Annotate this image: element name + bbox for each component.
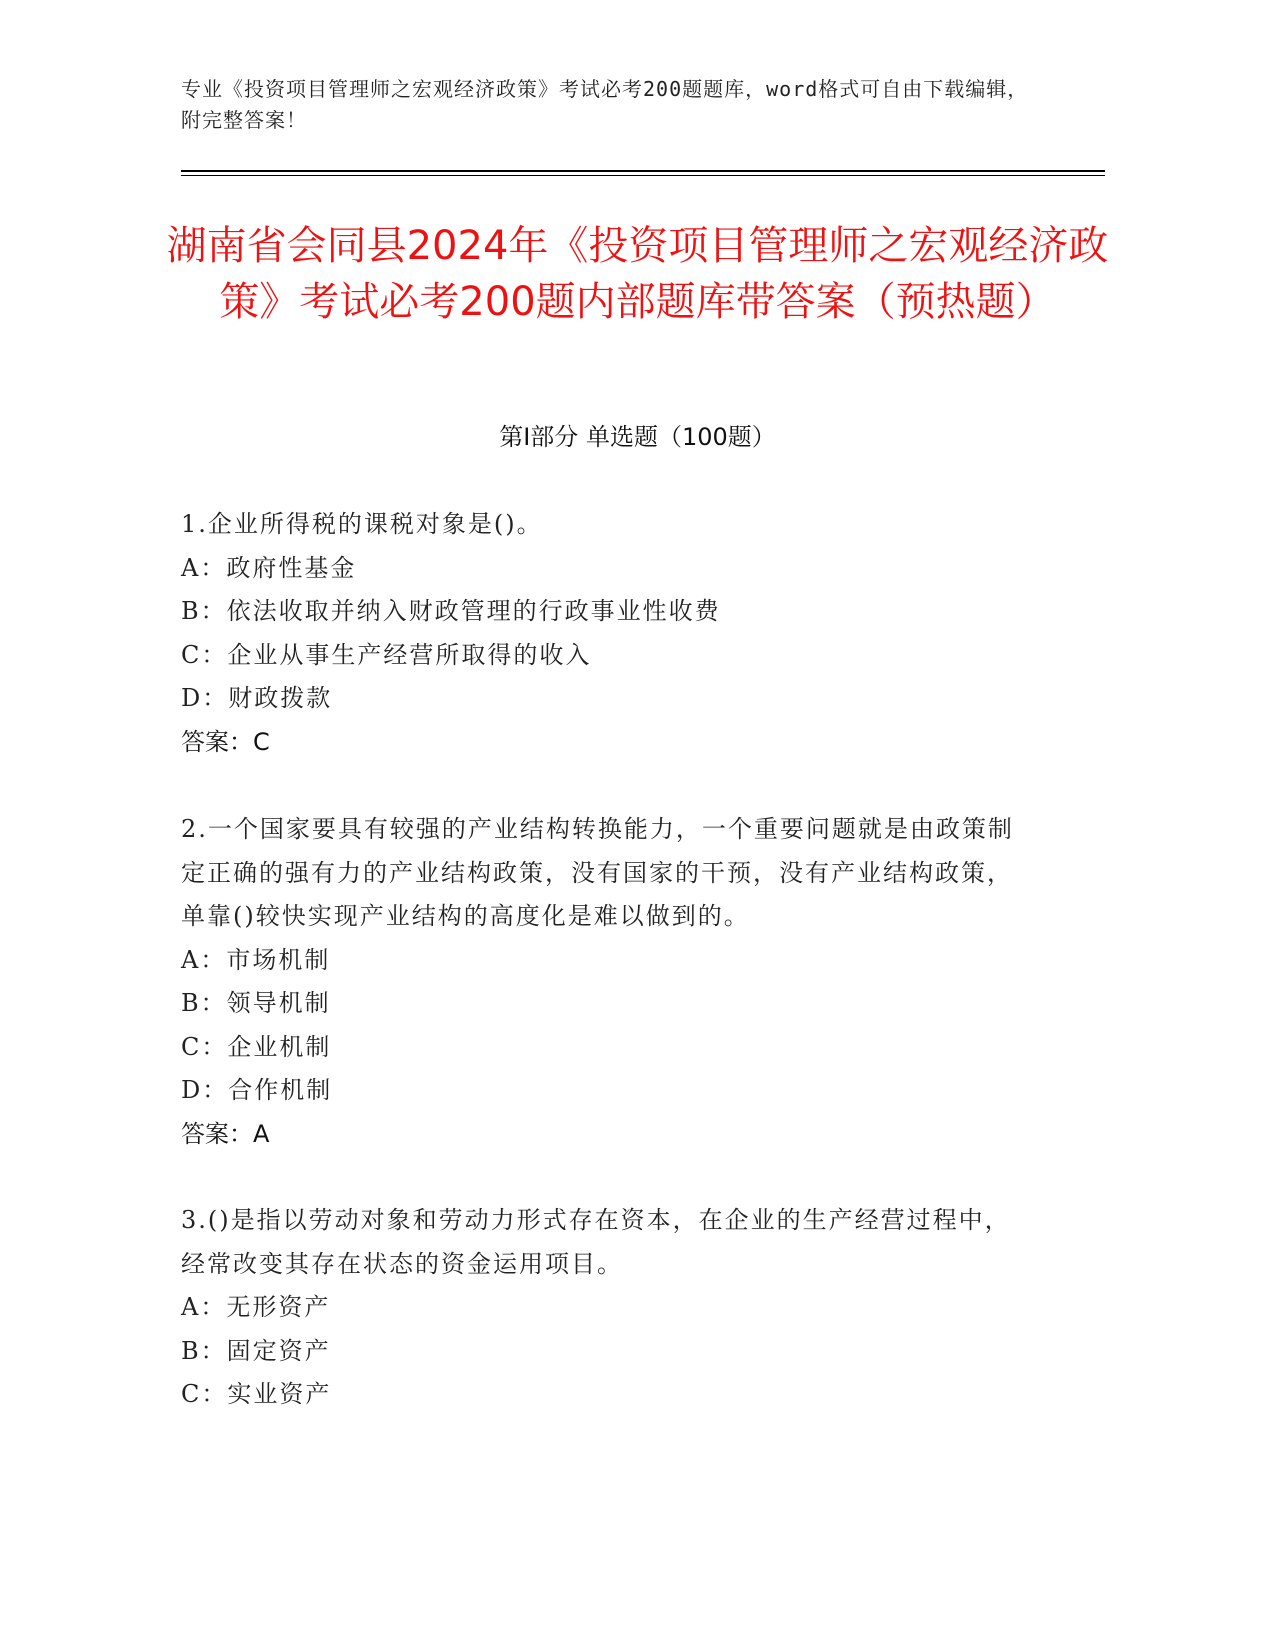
option-d: D：财政拨款 [181, 684, 333, 712]
header-note: 专业《投资项目管理师之宏观经济政策》考试必考200题题库，word格式可自由下载编辑，附完整答案！ [181, 77, 1029, 132]
question-2 [181, 808, 1031, 1156]
header-rule-thin [181, 175, 1105, 176]
question-stem: 2.一个国家要具有较强的产业结构转换能力，一个重要问题就是由政策制定正确的强有力的产业结构政策，没有国家的干预，没有产业结构政策，单靠()较快实现产业结构的高度化是难以做到的。 [181, 815, 1014, 930]
option-a: A：无形资产 [181, 1293, 331, 1321]
question-3 [181, 1199, 1031, 1417]
question-1 [181, 503, 1031, 764]
option-a: A：市场机制 [181, 945, 331, 974]
question-stem: 3.()是指以劳动对象和劳动力形式存在资本，在企业的生产经营过程中，经常改变其存在状态的资金运用项目。 [181, 1206, 1011, 1278]
question-stem: 1.企业所得税的课税对象是()。 [181, 510, 543, 538]
section-title: 第I部分 单选题（100题） [499, 423, 776, 451]
option-c: C：实业资产 [181, 1380, 332, 1408]
option-d: D：合作机制 [181, 1076, 333, 1104]
answer-label: 答案：A [181, 1119, 270, 1148]
option-b: B：领导机制 [181, 989, 331, 1017]
option-b: B：依法收取并纳入财政管理的行政事业性收费 [181, 597, 721, 625]
answer-label: 答案：C [181, 727, 270, 756]
option-a: A：政府性基金 [181, 553, 357, 582]
option-c: C：企业从事生产经营所取得的收入 [181, 640, 592, 669]
header-rule-thick [181, 170, 1105, 172]
option-c: C：企业机制 [181, 1032, 332, 1061]
document-title: 湖南省会同县2024年《投资项目管理师之宏观经济政策》考试必考200题内部题库带答案（预热题） [166, 223, 1109, 325]
option-b: B：固定资产 [181, 1336, 331, 1365]
